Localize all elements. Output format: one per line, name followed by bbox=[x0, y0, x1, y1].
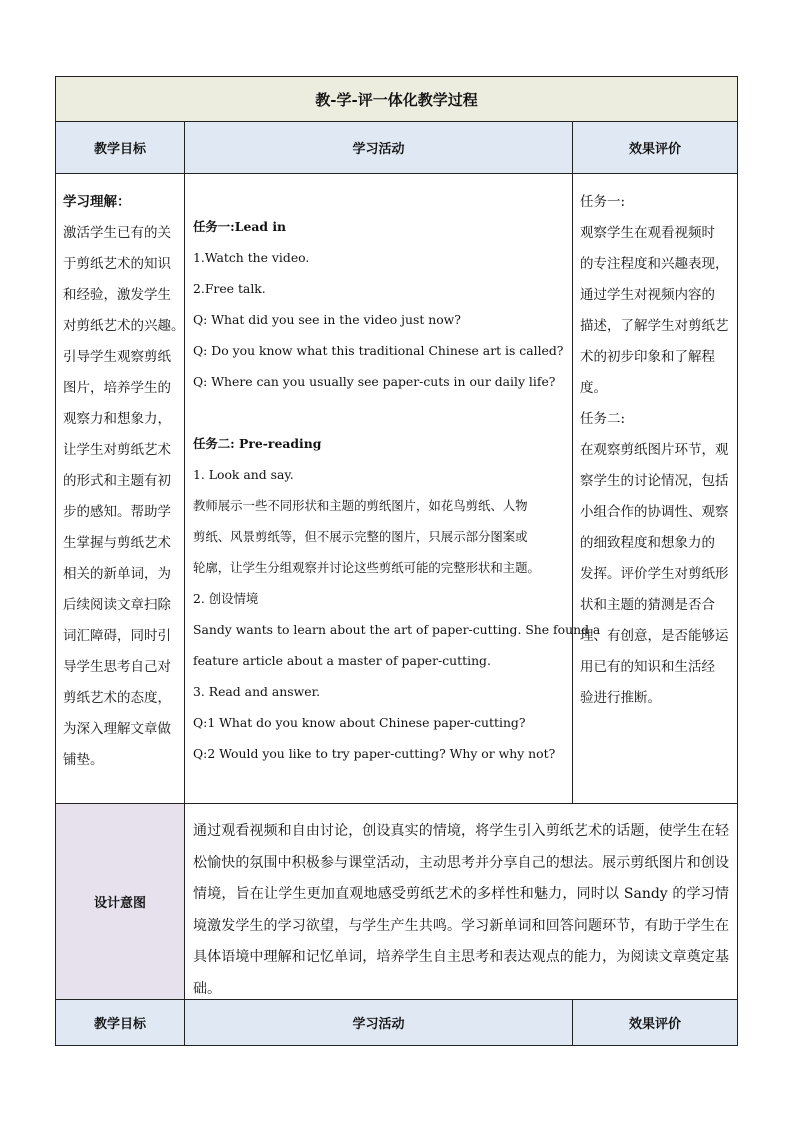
goals-line: 剪纸艺术的态度， bbox=[63, 690, 171, 706]
goals-line: 为深入理解文章做 bbox=[63, 721, 171, 737]
task1-line: Q: What did you see in the video just now? bbox=[193, 312, 461, 327]
evaluation-line: 用已有的知识和生活经 bbox=[580, 659, 715, 675]
goals-line: 让学生对剪纸艺术 bbox=[63, 442, 171, 458]
evaluation-line: 小组合作的协调性、观察 bbox=[580, 504, 729, 520]
evaluation-line: 发挥。评价学生对剪纸形 bbox=[580, 566, 729, 582]
goals-label: 学习理解： bbox=[63, 194, 131, 210]
design-label: 设计意图 bbox=[56, 804, 185, 999]
goals-line: 相关的新单词，为 bbox=[63, 566, 171, 582]
header-goals: 教学目标 bbox=[56, 122, 185, 173]
evaluation-line: 状和主题的猜测是否合 bbox=[580, 597, 715, 613]
task1-line: Q: Where can you usually see paper-cuts in our daily life? bbox=[193, 374, 556, 389]
task2-title: 任务二: Pre-reading bbox=[193, 436, 322, 451]
evaluation-line: 任务一: bbox=[580, 194, 626, 210]
teaching-process-table bbox=[55, 76, 738, 1046]
goals-line: 词汇障碍，同时引 bbox=[63, 628, 171, 644]
header-evaluation: 效果评价 bbox=[628, 142, 681, 157]
footer-header-activities: 学习活动 bbox=[185, 1000, 573, 1045]
design-text: 通过观看视频和自由讨论，创设真实的情境，将学生引入剪纸艺术的话题，使学生在轻松愉快的氛围中积极参与课堂活动，主动思考并分享自己的想法。展示剪纸图片和创设情境，旨在让学生更加直观地感受剪纸艺术的多样性和魅力，同时以 Sandy 的学习情境激发学生的学习欲望，与学生产生共鸣。学习新单词和回答问题环节，有助于学生在具体语境中理解和记忆单词，培养学生自主思考和表达观点的能力，为阅读文章奠定基础。 bbox=[193, 823, 729, 997]
task1-line: 1.Watch the video. bbox=[193, 250, 310, 265]
task2-line: Sandy wants to learn about the art of paper-cutting. She found a bbox=[193, 622, 601, 637]
goals-line: 图片，培养学生的 bbox=[63, 380, 171, 396]
task1-line: 2.Free talk. bbox=[193, 281, 266, 296]
goals-line: 铺垫。 bbox=[63, 752, 104, 768]
footer-header-goals: 教学目标 bbox=[56, 1000, 185, 1045]
evaluation-line: 理、有创意，是否能够运 bbox=[580, 628, 729, 644]
task1-line: Q: Do you know what this traditional Chinese art is called? bbox=[193, 343, 564, 358]
task2-line: 轮廓，让学生分组观察并讨论这些剪纸可能的完整形状和主题。 bbox=[193, 560, 540, 575]
evaluation-line: 度。 bbox=[580, 380, 607, 396]
goals-line: 引导学生观察剪纸 bbox=[63, 349, 171, 365]
header-row bbox=[55, 122, 738, 174]
task2-lines bbox=[193, 459, 601, 769]
evaluation-line: 通过学生对视频内容的 bbox=[580, 287, 715, 303]
evaluation-line: 的专注程度和兴趣表现， bbox=[580, 256, 729, 272]
header-activities: 学习活动 bbox=[185, 122, 573, 173]
task2-line: 剪纸、风景剪纸等，但不展示完整的图片，只展示部分图案或 bbox=[193, 529, 528, 544]
content-row bbox=[55, 174, 738, 804]
footer-header-evaluation: 效果评价 bbox=[628, 1017, 681, 1032]
goals-line: 的形式和主题有初 bbox=[63, 473, 171, 489]
goals-line: 观察力和想象力， bbox=[63, 411, 171, 427]
goals-line: 和经验，激发学生 bbox=[63, 287, 171, 303]
evaluation-line: 验进行推断。 bbox=[580, 690, 661, 706]
table-title-row bbox=[55, 76, 738, 122]
goals-line: 生掌握与剪纸艺术 bbox=[63, 535, 171, 551]
task2-line: feature article about a master of paper-cutting. bbox=[193, 653, 491, 668]
evaluation-line: 观察学生在观看视频时 bbox=[580, 225, 715, 241]
footer-header-row bbox=[55, 1000, 738, 1046]
table-title: 教-学-评一体化教学过程 bbox=[56, 77, 737, 121]
evaluation-line: 描述，了解学生对剪纸艺 bbox=[580, 318, 729, 334]
goals-text bbox=[63, 218, 185, 776]
goals-line: 步的感知。帮助学 bbox=[63, 504, 171, 520]
task2-line: 3. Read and answer. bbox=[193, 684, 321, 699]
task1-lines bbox=[193, 242, 566, 397]
evaluation-line: 在观察剪纸图片环节，观 bbox=[580, 442, 729, 458]
evaluation-line: 术的初步印象和了解程 bbox=[580, 349, 715, 365]
goals-line: 后续阅读文章扫除 bbox=[63, 597, 171, 613]
evaluation-task1 bbox=[580, 187, 733, 404]
evaluation-cell bbox=[573, 174, 737, 803]
evaluation-line: 的细致程度和想象力的 bbox=[580, 535, 715, 551]
evaluation-task2 bbox=[580, 404, 733, 714]
evaluation-line: 察学生的讨论情况，包括 bbox=[580, 473, 729, 489]
goals-line: 对剪纸艺术的兴趣。 bbox=[63, 318, 185, 334]
goals-line: 于剪纸艺术的知识 bbox=[63, 256, 171, 272]
goals-cell bbox=[56, 174, 185, 803]
evaluation-line: 任务二: bbox=[580, 411, 626, 427]
goals-line: 导学生思考自己对 bbox=[63, 659, 171, 675]
task2-line: 2. 创设情境 bbox=[193, 591, 259, 606]
goals-line: 激活学生已有的关 bbox=[63, 225, 171, 241]
task2-line: Q:2 Would you like to try paper-cutting? Why or why not? bbox=[193, 746, 556, 761]
task2-line: 1. Look and say. bbox=[193, 467, 294, 482]
task1-title: 任务一:Lead in bbox=[193, 219, 287, 234]
task2-line: Q:1 What do you know about Chinese paper-cutting? bbox=[193, 715, 526, 730]
activities-cell bbox=[185, 174, 601, 803]
design-row bbox=[55, 804, 738, 1000]
task2-line: 教师展示一些不同形状和主题的剪纸图片，如花鸟剪纸、人物 bbox=[193, 498, 528, 513]
